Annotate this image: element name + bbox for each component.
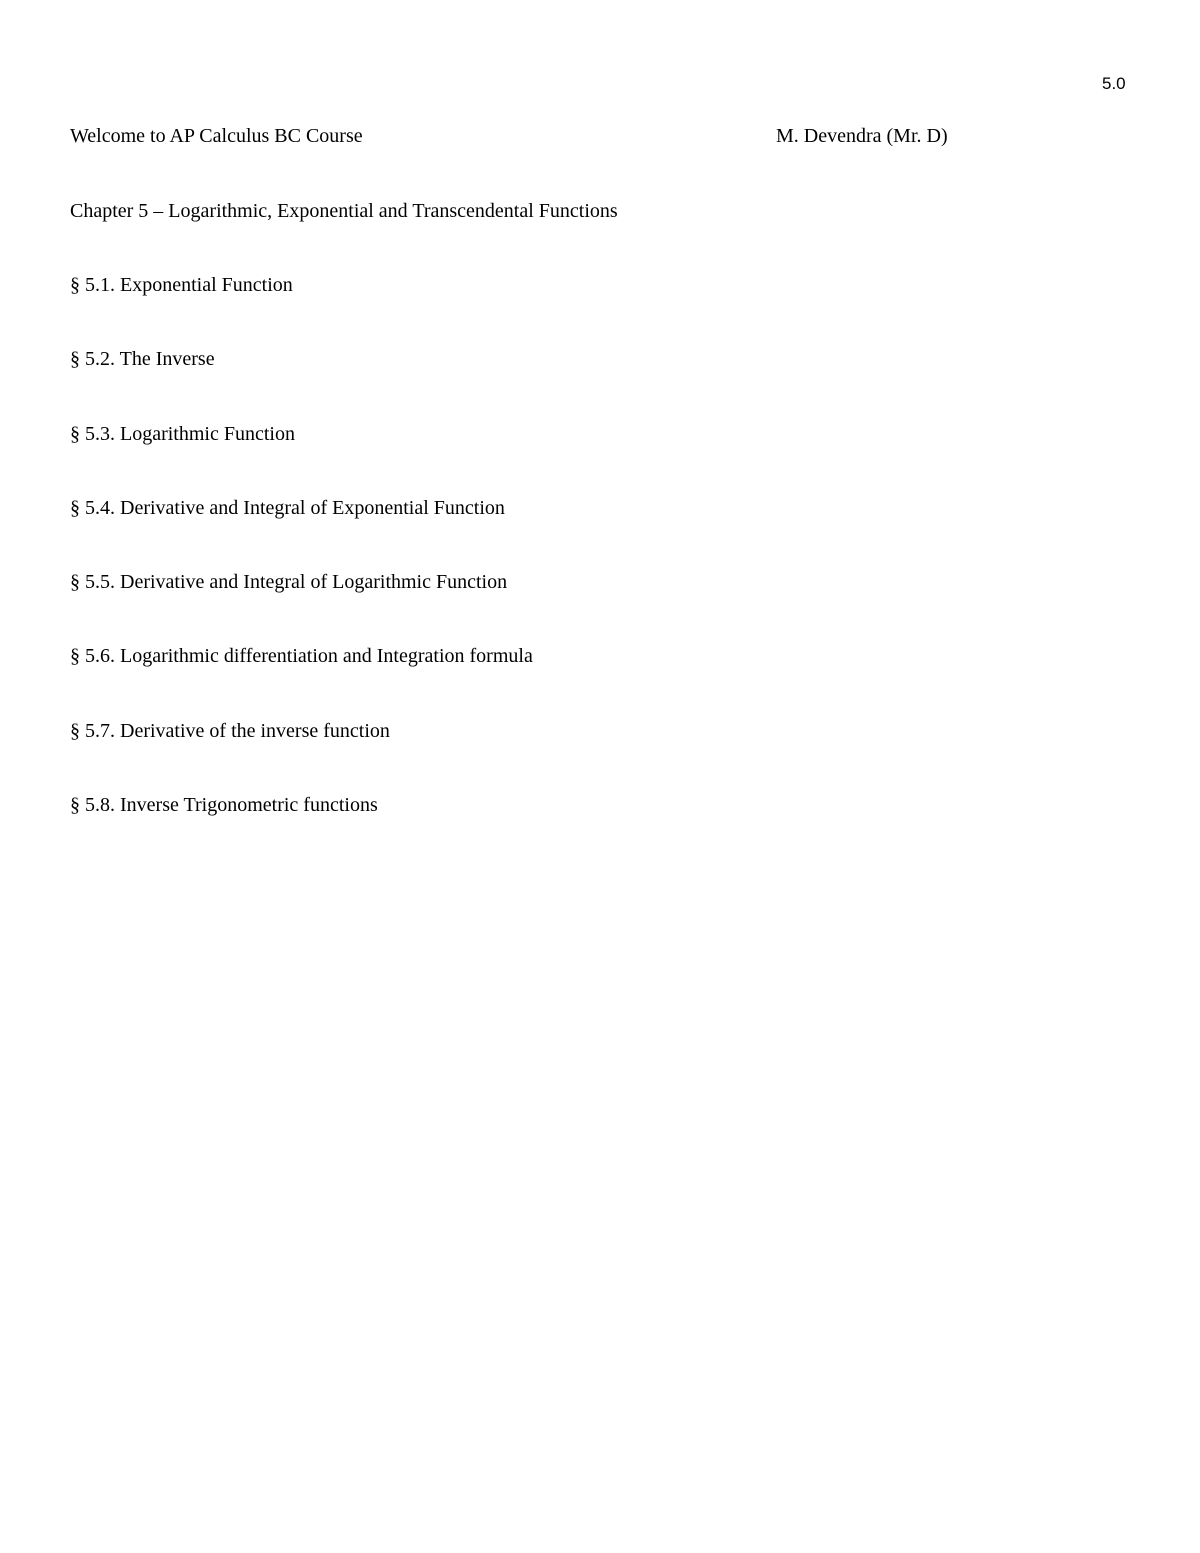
instructor-name: M. Devendra (Mr. D) (776, 125, 948, 147)
section-list (70, 273, 533, 867)
section-item-5-3: § 5.3. Logarithmic Function (70, 422, 295, 445)
section-item-5-2: § 5.2. The Inverse (70, 348, 215, 371)
chapter-title: Chapter 5 – Logarithmic, Exponential and Transcendental Functions (70, 200, 618, 222)
section-item-5-5: § 5.5. Derivative and Integral of Logarithmic Function (70, 571, 508, 594)
course-title: Welcome to AP Calculus BC Course (70, 125, 363, 147)
section-item-5-1: § 5.1. Exponential Function (70, 274, 293, 296)
section-item-5-8: § 5.8. Inverse Trigonometric functions (70, 794, 378, 817)
page-number: 5.0 (1102, 74, 1126, 93)
section-item-5-4: § 5.4. Derivative and Integral of Exponential Function (70, 496, 505, 519)
section-item-5-7: § 5.7. Derivative of the inverse function (70, 719, 390, 742)
section-item-5-6: § 5.6. Logarithmic differentiation and Integration formula (70, 645, 533, 668)
